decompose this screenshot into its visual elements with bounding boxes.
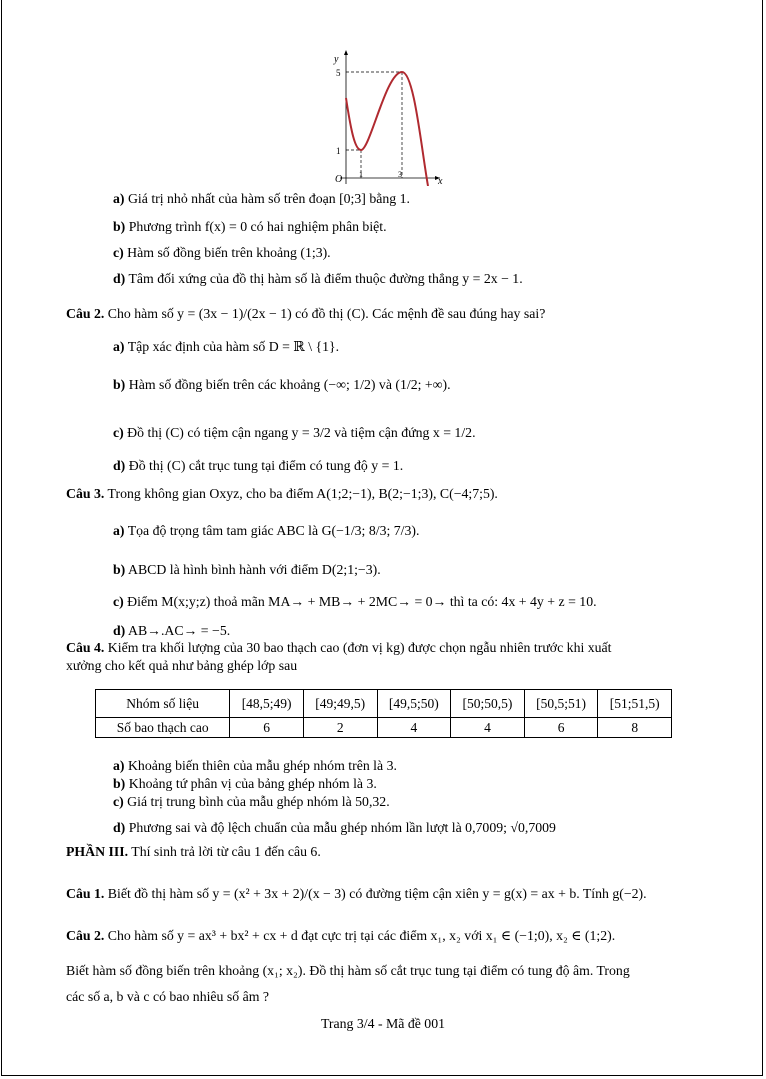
page-footer: Trang 3/4 - Mã đề 001 [320,1016,446,1031]
cau3-item-d: d) AB→.AC→ = −5. [113,623,231,638]
origin-label: O [335,174,343,185]
cau3-stem: Câu 3. Trong không gian Oxyz, cho ba điểm A(1;2;−1), B(2;−1;3), C(−4;7;5). [66,486,498,501]
table-cell: [50,5;51) [524,690,598,718]
table-cell: [49;49,5) [303,690,377,718]
table-cell: 6 [524,718,598,738]
y-axis-arrow [344,50,348,55]
cau2-item-d: d) Đồ thị (C) cắt trục tung tại điểm có tung độ y = 1. [113,458,404,473]
table-cell: [49,5;50) [377,690,451,718]
table-cell: [48,5;49) [230,690,304,718]
grouped-data-table [95,689,672,738]
table-cell: 4 [377,718,451,738]
table-cell: [51;51,5) [598,690,672,718]
cau2-item-c: c) Đồ thị (C) có tiệm cận ngang y = 3/2 và tiệm cận đứng x = 1/2. [113,425,476,440]
table-cell: 4 [451,718,525,738]
cau4-item-c: c) Giá trị trung bình của mẫu ghép nhóm là 50,32. [113,794,390,809]
table-cell: [50;50,5) [451,690,525,718]
cau3-item-c: c) Điểm M(x;y;z) thoả mãn MA→ + MB→ + 2MC→ = 0→ thì ta có: 4x + 4y + z = 10. [113,594,597,609]
section-heading: PHẦN III. Thí sinh trả lời từ câu 1 đến câu 6. [66,844,321,859]
cau4-item-b: b) Khoảng tứ phân vị của bảng ghép nhóm là 3. [113,776,377,791]
table-cell: 8 [598,718,672,738]
cau4-item-d: d) Phương sai và độ lệch chuẩn của mẫu ghép nhóm lần lượt là 0,7009; √0,7009 [113,820,556,835]
p3-cau1: Câu 1. Biết đồ thị hàm số y = (x² + 3x + 2)/(x − 3) có đường tiệm cận xiên y = g(x) = ax + b. Tính g(−2). [66,886,647,901]
table-row [96,690,672,718]
y-axis-label: y [334,54,339,65]
tick-y5: 5 [336,68,341,78]
cau4-stem-1: Câu 4. Kiểm tra khối lượng của 30 bao thạch cao (đơn vị kg) được chọn ngẫu nhiên trước khi xuất [66,640,612,655]
table-cell: Nhóm số liệu [96,690,230,718]
function-graph [318,46,448,186]
table-cell: Số bao thạch cao [96,718,230,738]
tick-y1: 1 [336,146,341,156]
tick-x1: 1 [359,170,363,179]
table-cell: 2 [303,718,377,738]
p3-cau2-line2: Biết hàm số đồng biến trên khoảng (x₁; x₂). Đồ thị hàm số cắt trục tung tại điểm có tung độ âm. Trong [66,963,630,978]
curve [346,72,428,186]
cau3-item-a: a) Tọa độ trọng tâm tam giác ABC là G(−1/3; 8/3; 7/3). [113,523,420,538]
cau4-stem-2: xưởng cho kết quả như bảng ghép lớp sau [66,658,298,673]
cau2-stem: Câu 2. Cho hàm số y = (3x − 1)/(2x − 1) có đồ thị (C). Các mệnh đề sau đúng hay sai? [66,306,546,321]
cau1-item-c: c) Hàm số đồng biến trên khoảng (1;3). [113,245,331,260]
cau1-item-b: b) Phương trình f(x) = 0 có hai nghiệm phân biệt. [113,219,387,234]
cau4-item-a: a) Khoảng biến thiên của mẫu ghép nhóm trên là 3. [113,758,397,773]
cau2-item-a: a) Tập xác định của hàm số D = ℝ \ {1}. [113,339,340,354]
cau2-item-b: b) Hàm số đồng biến trên các khoảng (−∞; 1/2) và (1/2; +∞). [113,377,451,392]
table-cell: 6 [230,718,304,738]
cau3-item-b: b) ABCD là hình bình hành với điểm D(2;1;−3). [113,562,381,577]
p3-cau2-line3: các số a, b và c có bao nhiêu số âm ? [66,989,270,1004]
p3-cau2-line1: Câu 2. Cho hàm số y = ax³ + bx² + cx + d đạt cực trị tại các điểm x₁, x₂ với x₁ ∈ (−1;0), x₂ ∈ (1;2). [66,928,616,943]
cau1-item-d: d) Tâm đối xứng của đồ thị hàm số là điểm thuộc đường thẳng y = 2x − 1. [113,271,523,286]
cau1-item-a: a) Giá trị nhỏ nhất của hàm số trên đoạn [0;3] bằng 1. [113,191,410,206]
x-axis-label: x [438,176,443,186]
table-row [96,718,672,738]
tick-x3: 3 [398,170,402,179]
